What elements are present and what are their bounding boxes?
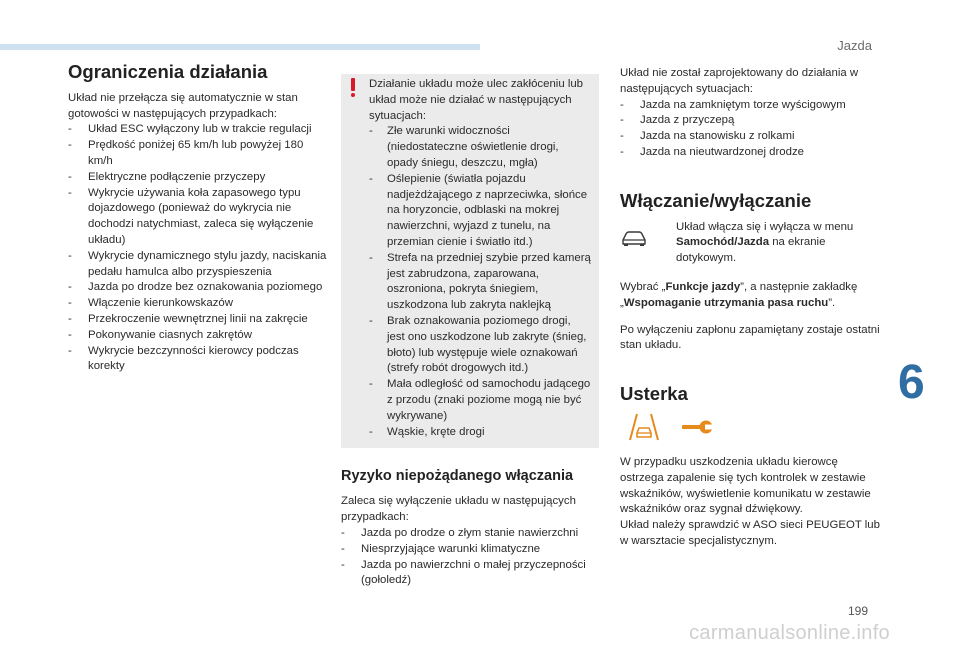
chapter-title: Jazda <box>837 38 872 53</box>
section-title-onoff: Włączanie/wyłączanie <box>620 189 812 211</box>
list-item: - Brak oznakowania poziomego drogi, jest ono uszkodzone lub zakryte (śnieg, błoto) lub występuje wiele oznakowań (strefy robót drogowych itd.) <box>369 314 591 377</box>
car-icon <box>620 229 648 247</box>
section-title-fault: Usterka <box>620 383 688 405</box>
list-item: - Włączenie kierunkowskazów <box>68 296 330 312</box>
fault-service-text: Układ należy sprawdzić w ASO sieci PEUGEOT lub w warsztacie specjalistycznym. <box>620 519 880 547</box>
list-item: - Pokonywanie ciasnych zakrętów <box>68 328 330 344</box>
design-list <box>620 98 882 161</box>
fault-text: W przypadku uszkodzenia układu kierowcę ostrzega zapalenie się tych kontrolek w zestawie wskaźników, wyświetlenie komunikatu w zestawie wskaźników oraz sygnał dźwiękowy. <box>620 455 871 516</box>
risk-list <box>341 526 599 589</box>
onoff-text: Układ włącza się i wyłącza w menu Samochód/Jazda na ekranie dotykowym. <box>676 220 854 265</box>
lane-departure-warning-icon <box>626 413 662 441</box>
watermark: carmanualsonline.info <box>689 622 890 644</box>
list-item: - Jazda na zamkniętym torze wyścigowym <box>620 98 882 114</box>
design-intro: Układ nie został zaprojektowany do działania w następujących sytuacjach: <box>620 67 859 95</box>
list-item: - Przekroczenie wewnętrznej linii na zakręcie <box>68 312 330 328</box>
list-item: - Jazda na stanowisku z rolkami <box>620 129 882 145</box>
risk-intro: Zaleca się wyłączenie układu w następujących przypadkach: <box>341 495 576 524</box>
page-number: 199 <box>847 604 868 618</box>
list-item: - Jazda po drodze bez oznakowania poziomego <box>68 280 330 296</box>
list-item: - Prędkość poniżej 65 km/h lub powyżej 180 km/h <box>68 138 330 170</box>
list-item: - Jazda na nieutwardzonej drodze <box>620 145 882 161</box>
list-item: - Wykrycie bezczynności kierowcy podczas korekty <box>68 344 330 376</box>
fault-indicator-icons <box>626 413 882 441</box>
list-item: - Jazda z przyczepą <box>620 113 882 129</box>
wrench-icon <box>680 418 714 436</box>
onoff-select-text: Wybrać „Funkcje jazdy”, a następnie zakładkę „Wspomaganie utrzymania pasa ruchu”. <box>620 280 858 309</box>
list-item: - Wykrycie dynamicznego stylu jazdy, naciskania pedału hamulca albo przyspieszenia <box>68 249 330 281</box>
section-title-limitations: Ograniczenia działania <box>68 61 268 82</box>
limitations-intro: Układ nie przełącza się automatycznie w stan gotowości w następujących przypadkach: <box>68 91 298 120</box>
column-onoff-fault <box>620 66 882 550</box>
list-item: - Wąskie, kręte drogi <box>369 425 591 441</box>
list-item: - Układ ESC wyłączony lub w trakcie regulacji <box>68 122 330 138</box>
warning-box <box>341 74 599 448</box>
warning-list <box>369 124 591 440</box>
warning-intro: Działanie układu może ulec zakłóceniu lub układ może nie działać w następujących sytuacjach: <box>369 78 584 122</box>
list-item: - Jazda po drodze o złym stanie nawierzchni <box>341 526 599 542</box>
list-item: - Oślepienie (światła pojazdu nadjeżdżającego z naprzeciwka, słońce na horyzoncie, odblaski na mokrej nawierzchni, wyjazd z tunelu, na przemian cienie i światło itd.) <box>369 172 591 251</box>
list-item: - Mała odległość od samochodu jadącego z przodu (znaki poziome mogą nie być wykrywane) <box>369 377 591 424</box>
limitations-list <box>68 122 330 375</box>
list-item: - Strefa na przedniej szybie przed kamerą jest zabrudzona, zaparowana, oszroniona, pokryta śniegiem, uszkodzona lub zakryta naklejką <box>369 251 591 314</box>
column-warning-risk <box>341 74 599 589</box>
list-item: - Elektryczne podłączenie przyczepy <box>68 170 330 186</box>
list-item: - Wykrycie używania koła zapasowego typu dojazdowego (ponieważ do wykrycia nie dochodzi natychmiast, zaleca się wyłączenie układu) <box>68 186 330 249</box>
list-item: - Złe warunki widoczności (niedostateczne oświetlenie drogi, opady śniegu, deszczu, mgła) <box>369 124 591 171</box>
onoff-menu-hint <box>620 220 882 267</box>
list-item: - Jazda po nawierzchni o małej przyczepności (gołoledź) <box>341 558 599 590</box>
section-title-risk: Ryzyko niepożądanego włączania <box>341 468 574 485</box>
risk-section <box>341 468 599 589</box>
onoff-memory-text: Po wyłączeniu zapłonu zapamiętany zostaje ostatni stan układu. <box>620 323 880 352</box>
list-item: - Niesprzyjające warunki klimatyczne <box>341 542 599 558</box>
header-accent-bar <box>0 44 480 50</box>
chapter-number: 6 <box>898 356 925 409</box>
exclamation-icon <box>350 78 356 98</box>
column-limitations <box>68 61 330 375</box>
